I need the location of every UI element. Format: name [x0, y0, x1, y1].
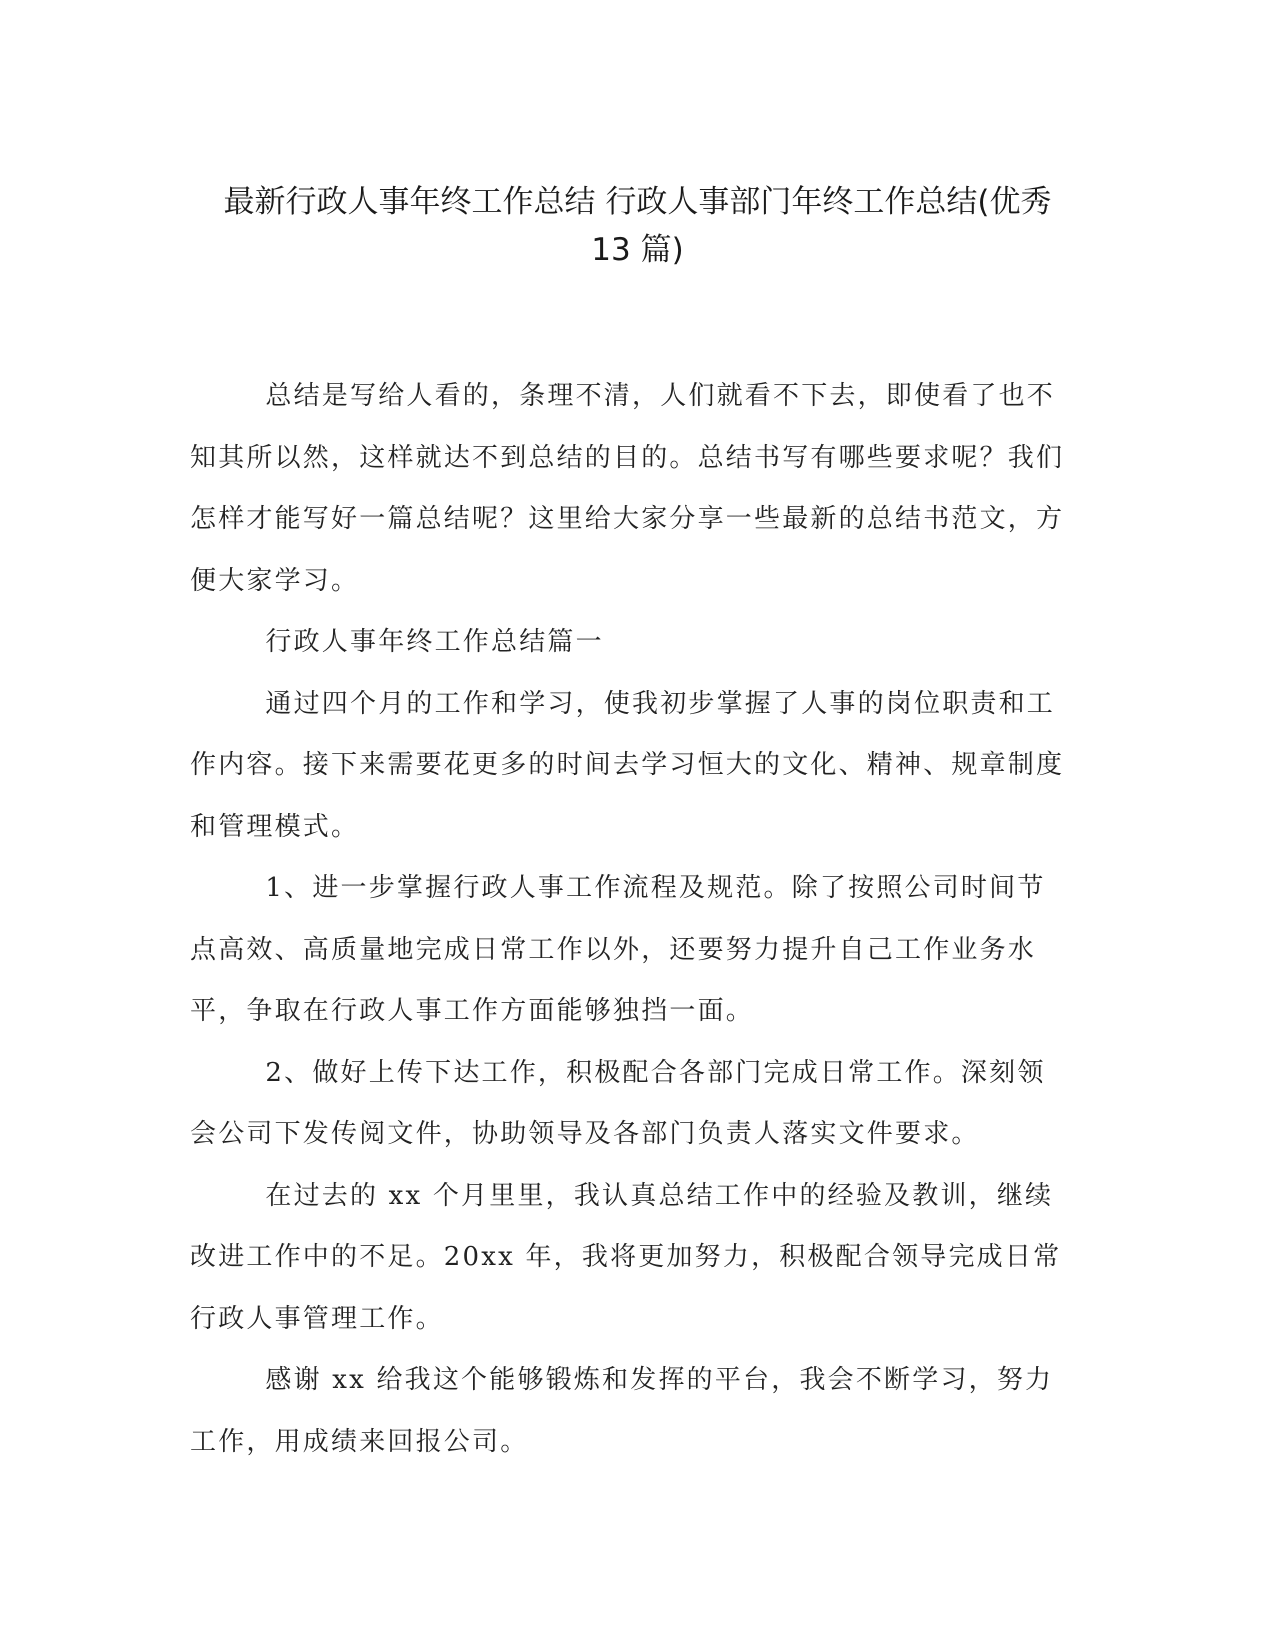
body-paragraph: 在过去的 xx 个月里里，我认真总结工作中的经验及教训，继续改进工作中的不足。20xx 年，我将更加努力，积极配合领导完成日常行政人事管理工作。: [190, 1180, 1062, 1334]
title-line-2: 13 篇): [591, 232, 684, 268]
body-paragraph: 2、做好上传下达工作，积极配合各部门完成日常工作。深刻领会公司下发传阅文件，协助领导及各部门负责人落实文件要求。: [190, 1057, 1046, 1149]
closing-paragraph: 感谢 xx 给我这个能够锻炼和发挥的平台，我会不断学习，努力工作，用成绩来回报公司。: [190, 1365, 1054, 1457]
section-heading: 行政人事年终工作总结篇一: [265, 627, 604, 657]
intro-paragraph: 总结是写给人看的，条理不清，人们就看不下去，即使看了也不知其所以然，这样就达不到总结的目的。总结书写有哪些要求呢？我们怎样才能写好一篇总结呢？这里给大家分享一些最新的总结书范文，方便大家学习。: [190, 381, 1065, 596]
body-paragraph: 1、进一步掌握行政人事工作流程及规范。除了按照公司时间节点高效、高质量地完成日常工作以外，还要努力提升自己工作业务水平，争取在行政人事工作方面能够独挡一面。: [190, 873, 1046, 1026]
document-title: [150, 178, 1125, 274]
title-line-1: 最新行政人事年终工作总结 行政人事部门年终工作总结(优秀: [223, 184, 1052, 220]
document-body: [190, 366, 1070, 1473]
body-paragraph: 通过四个月的工作和学习，使我初步掌握了人事的岗位职责和工作内容。接下来需要花更多的时间去学习恒大的文化、精神、规章制度和管理模式。: [190, 688, 1065, 842]
